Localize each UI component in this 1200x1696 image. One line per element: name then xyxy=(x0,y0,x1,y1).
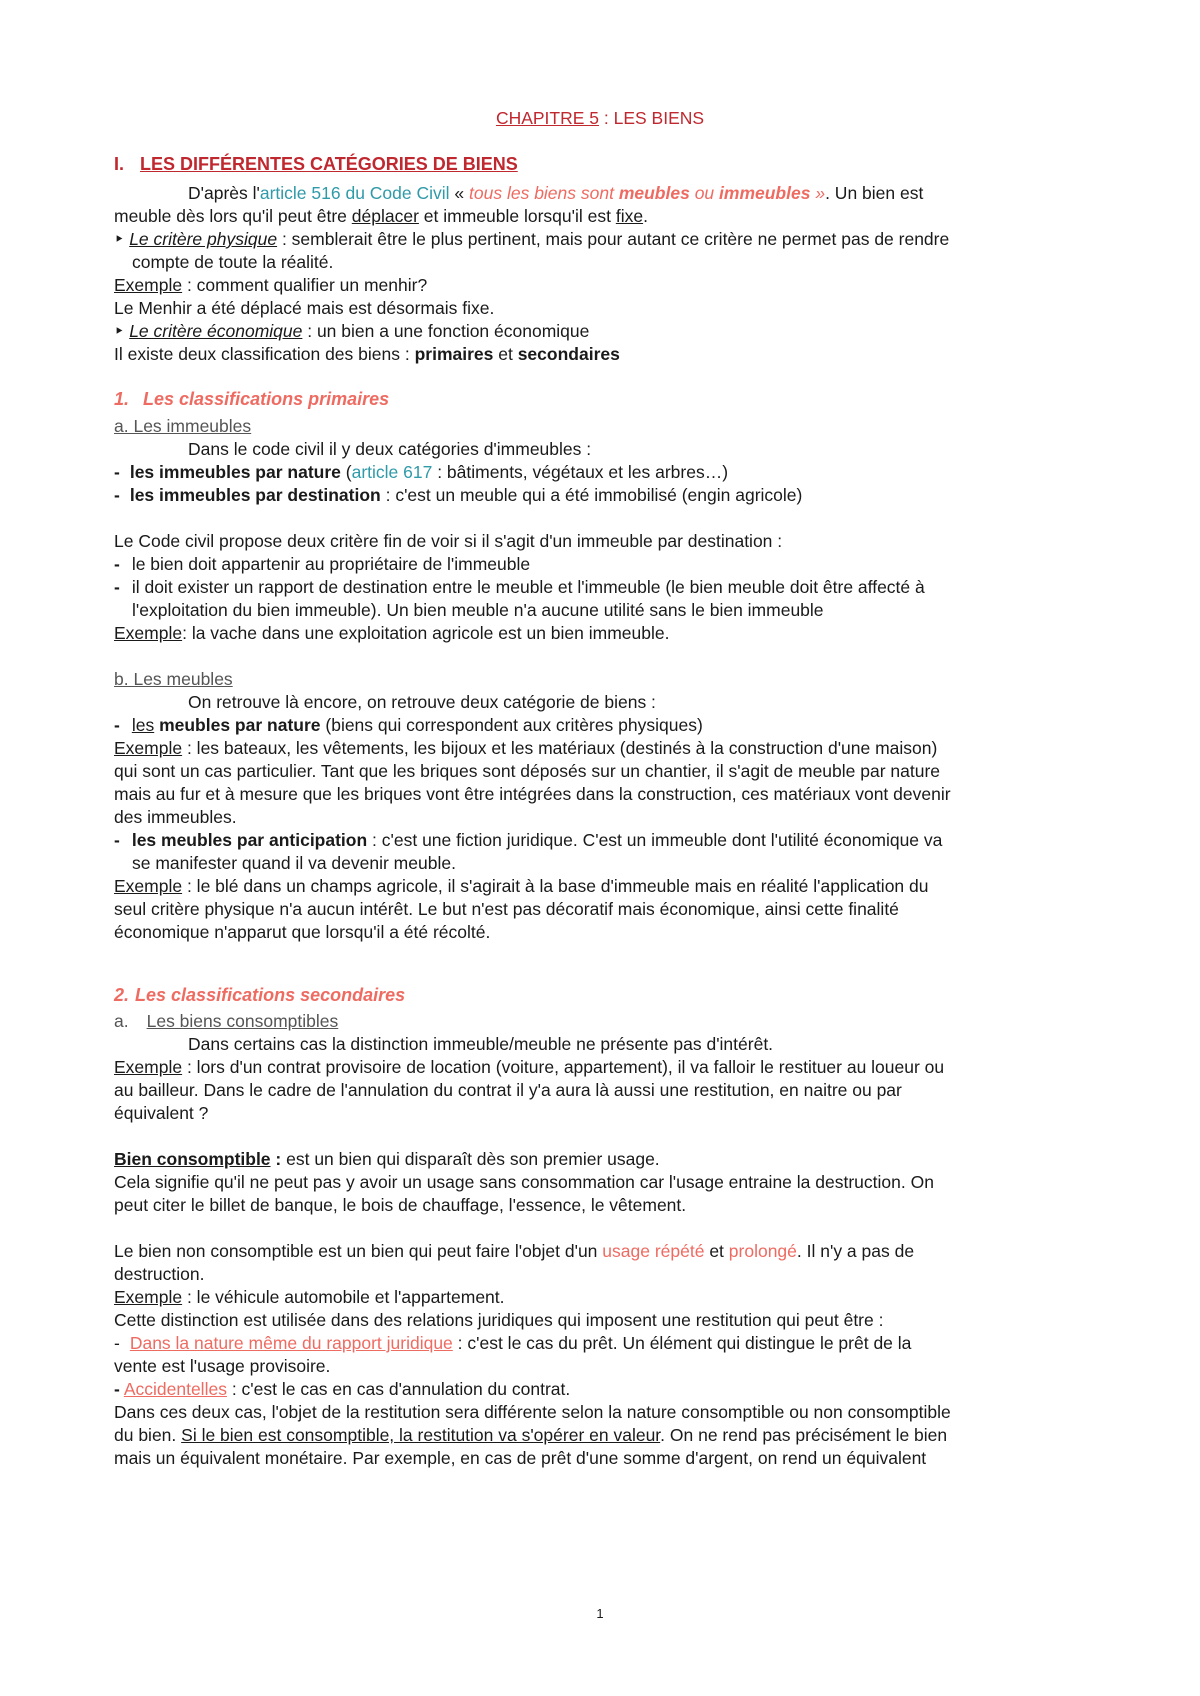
immeubles-heading: a. Les immeubles xyxy=(114,416,252,436)
example-location-line2: au bailleur. Dans le cadre de l'annulation du contrat il y'a aura là aussi une restitution, en naitre ou par xyxy=(114,1080,902,1100)
bullet-icon: ‣ xyxy=(114,321,125,341)
final-line1: Dans ces deux cas, l'objet de la restitution sera différente selon la nature consomptible ou non consomptible xyxy=(114,1402,951,1422)
code-civil-item-2: - il doit exister un rapport de destination entre le meuble et l'immeuble (le bien meuble doit être affecté à xyxy=(114,577,925,597)
example-meubles-line2: qui sont un cas particulier. Tant que les briques sont déposés sur un chantier, il s'agit de meuble par nature xyxy=(114,761,941,781)
distinction-text: Cette distinction est utilisée dans des relations juridiques qui imposent une restitution qui peut être : xyxy=(114,1310,884,1330)
restitution-accidentelles: - Accidentelles : c'est le cas en cas d'annulation du contrat. xyxy=(114,1379,571,1399)
critere-physique-line2: compte de toute la réalité. xyxy=(132,252,334,272)
example-location-line1: Exemple : lors d'un contrat provisoire de location (voiture, appartement), il va falloir le restituer au loueur ou xyxy=(114,1057,945,1077)
immeubles-intro: Dans le code civil il y deux catégories d'immeubles : xyxy=(188,439,592,459)
example-ble-line1: Exemple : le blé dans un champs agricole, il s'agirait à la base d'immeuble mais en réalité l'application du xyxy=(114,876,929,896)
non-consomptible-line2: destruction. xyxy=(114,1264,205,1284)
section-1-heading: I. LES DIFFÉRENTES CATÉGORIES DE BIENS xyxy=(114,154,518,174)
meubles-heading: b. Les meubles xyxy=(114,669,233,689)
final-line3: mais un équivalent monétaire. Par exemple, en cas de prêt d'une somme d'argent, on rend un équivalent xyxy=(114,1448,927,1468)
meubles-nature: - les meubles par nature (biens qui correspondent aux critères physiques) xyxy=(114,715,703,735)
intro-paragraph-line2: meuble dès lors qu'il peut être déplacer et immeuble lorsqu'il est fixe. xyxy=(114,206,648,226)
example-menhir: Exemple : comment qualifier un menhir? xyxy=(114,275,428,295)
immeubles-destination: - les immeubles par destination : c'est un meuble qui a été immobilisé (engin agricole) xyxy=(114,485,803,505)
classification-intro: Il existe deux classification des biens : primaires et secondaires xyxy=(114,344,620,364)
example-vache: Exemple: la vache dans une exploitation agricole est un bien immeuble. xyxy=(114,623,670,643)
menhir-text: Le Menhir a été déplacé mais est désormais fixe. xyxy=(114,298,495,318)
example-meubles-line4: des immeubles. xyxy=(114,807,237,827)
cela-line2: peut citer le billet de banque, le bois de chauffage, l'essence, le vêtement. xyxy=(114,1195,687,1215)
meubles-intro: On retrouve là encore, on retrouve deux catégorie de biens : xyxy=(188,692,656,712)
restitution-nature-line2: vente est l'usage provisoire. xyxy=(114,1356,331,1376)
bullet-icon: ‣ xyxy=(114,229,125,249)
restitution-nature: - Dans la nature même du rapport juridique : c'est le cas du prêt. Un élément qui distingue le prêt de la xyxy=(114,1333,912,1353)
article-516-link: article 516 du Code Civil xyxy=(259,183,450,203)
consomptibles-intro: Dans certains cas la distinction immeuble/meuble ne présente pas d'intérêt. xyxy=(188,1034,774,1054)
example-ble-line2: seul critère physique n'a aucun intérêt. Le but n'est pas décoratif mais économique, ainsi cette finalité xyxy=(114,899,899,919)
critere-economique: ‣ Le critère économique : un bien a une fonction économique xyxy=(114,321,590,341)
code-civil-item-1: - le bien doit appartenir au propriétaire de l'immeuble xyxy=(114,554,531,574)
consomptibles-heading: a. Les biens consomptibles xyxy=(114,1011,339,1031)
code-civil-item-2-line2: l'exploitation du bien immeuble). Un bien meuble n'a aucune utilité sans le bien immeuble xyxy=(132,600,824,620)
critere-physique: ‣ Le critère physique : semblerait être le plus pertinent, mais pour autant ce critère ne permet pas de rendre xyxy=(114,229,950,249)
intro-paragraph-line1: D'après l'article 516 du Code Civil « tous les biens sont meubles ou immeubles ». Un bien est xyxy=(188,183,924,203)
example-meubles-line3: mais au fur et à mesure que les briques vont être intégrées dans la construction, ces matériaux vont devenir xyxy=(114,784,951,804)
meubles-anticipation-line2: se manifester quand il va devenir meuble. xyxy=(132,853,456,873)
example-meubles-line1: Exemple : les bateaux, les vêtements, les bijoux et les matériaux (destinés à la construction d'une maison) xyxy=(114,738,938,758)
final-line2: du bien. Si le bien est consomptible, la restitution va s'opérer en valeur. On ne rend pas précisément le bien xyxy=(114,1425,948,1445)
immeubles-nature: - les immeubles par nature (article 617 : bâtiments, végétaux et les arbres…) xyxy=(114,462,729,482)
page-number: 1 xyxy=(596,1606,604,1621)
page-title: CHAPITRE 5 : LES BIENS xyxy=(495,108,705,128)
code-civil-intro: Le Code civil propose deux critère fin de voir si il s'agit d'un immeuble par destination : xyxy=(114,531,783,551)
meubles-anticipation: - les meubles par anticipation : c'est une fiction juridique. C'est un immeuble dont l'utilité économique va xyxy=(114,830,943,850)
cela-line1: Cela signifie qu'il ne peut pas y avoir un usage sans consommation car l'usage entraine la destruction. On xyxy=(114,1172,934,1192)
subsection-2-heading: 2. Les classifications secondaires xyxy=(114,985,406,1005)
definition-consomptible: Bien consomptible : est un bien qui disparaît dès son premier usage. xyxy=(114,1149,660,1169)
article-617-link: article 617 xyxy=(351,462,433,482)
example-location-line3: équivalent ? xyxy=(114,1103,209,1123)
example-vehicule: Exemple : le véhicule automobile et l'appartement. xyxy=(114,1287,505,1307)
non-consomptible-line1: Le bien non consomptible est un bien qui peut faire l'objet d'un usage répété et prolongé. Il n'y a pas de xyxy=(114,1241,915,1261)
subsection-1-heading: 1. Les classifications primaires xyxy=(114,389,390,409)
example-ble-line3: économique n'apparut que lorsqu'il a été récolté. xyxy=(114,922,491,942)
